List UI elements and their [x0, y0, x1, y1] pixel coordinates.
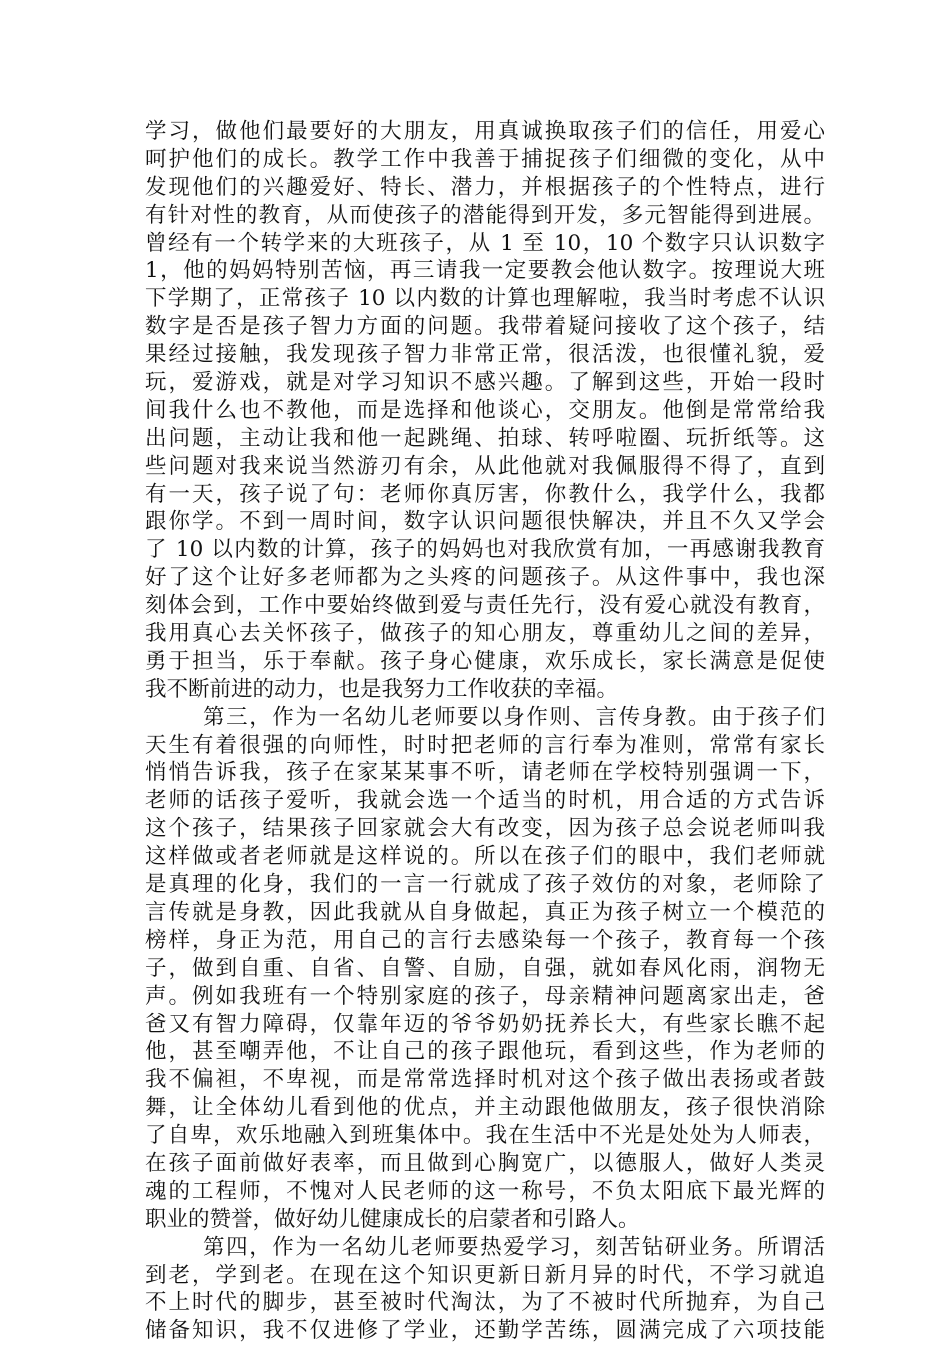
- text-line: 悄悄告诉我，孩子在家某某事不听，请老师在学校特别强调一下，: [145, 760, 825, 786]
- text-line: 我不断前进的动力，也是我努力工作收获的幸福。: [145, 676, 619, 702]
- text-line: 下学期了，正常孩子 10 以内数的计算也理解啦，我当时考虑不认识: [145, 286, 825, 312]
- text-line: 了自卑，欢乐地融入到班集体中。我在生活中不光是处处为人师表，: [145, 1123, 825, 1149]
- text-line: 了 10 以内数的计算，孩子的妈妈也对我欣赏有加，一再感谢我教育: [145, 537, 825, 563]
- text-line: 天生有着很强的向师性，时时把老师的言行奉为准则，常常有家长: [145, 732, 825, 758]
- text-line: 爸又有智力障碍，仅靠年迈的爷爷奶奶抚养长大，有些家长瞧不起: [145, 1011, 825, 1037]
- text-line: 这个孩子，结果孩子回家就会大有改变，因为孩子总会说老师叫我: [145, 816, 825, 842]
- text-line: 间我什么也不教他，而是选择和他谈心，交朋友。他倒是常常给我: [145, 397, 825, 423]
- text-line: 有一天，孩子说了句：老师你真厉害，你教什么，我学什么，我都: [145, 481, 825, 507]
- text-line: 发现他们的兴趣爱好、特长、潜力，并根据孩子的个性特点，进行: [145, 174, 825, 200]
- text-line: 有针对性的教育，从而使孩子的潜能得到开发，多元智能得到进展。: [145, 202, 825, 228]
- text-line: 学习，做他们最要好的大朋友，用真诚换取孩子们的信任，用爱心: [145, 119, 825, 144]
- text-line: 我不偏袒，不卑视，而是常常选择时机对这个孩子做出表扬或者鼓: [145, 1067, 825, 1093]
- paragraph-start-line: 第三，作为一名幼儿老师要以身作则、言传身教。由于孩子们: [203, 704, 825, 730]
- text-line: 勇于担当，乐于奉献。孩子身心健康，欢乐成长，家长满意是促使: [145, 648, 825, 674]
- text-line: 玩，爱游戏，就是对学习知识不感兴趣。了解到这些，开始一段时: [145, 370, 825, 396]
- text-line: 老师的话孩子爱听，我就会选一个适当的时机，用合适的方式告诉: [145, 788, 825, 814]
- text-line: 是真理的化身，我们的一言一行就成了孩子效仿的对象，老师除了: [145, 872, 825, 898]
- text-line: 刻体会到，工作中要始终做到爱与责任先行，没有爱心就没有教育，: [145, 593, 825, 619]
- text-line: 呵护他们的成长。教学工作中我善于捕捉孩子们细微的变化，从中: [145, 146, 825, 172]
- text-line: 言传就是身教，因此我就从自身做起，真正为孩子树立一个模范的: [145, 899, 825, 925]
- text-line: 些问题对我来说当然游刃有余，从此他就对我佩服得不得了，直到: [145, 453, 825, 479]
- text-line: 职业的赞誉，做好幼儿健康成长的启蒙者和引路人。: [145, 1206, 640, 1232]
- text-line: 这样做或者老师就是这样说的。所以在孩子们的眼中，我们老师就: [145, 844, 825, 870]
- text-line: 1，他的妈妈特别苦恼，再三请我一定要教会他认数字。按理说大班: [145, 258, 825, 284]
- text-line: 出问题，主动让我和他一起跳绳、拍球、转呼啦圈、玩折纸等。这: [145, 425, 825, 451]
- text-line: 不上时代的脚步，甚至被时代淘汰，为了不被时代所抛弃，为自己: [145, 1290, 825, 1316]
- text-line: 舞，让全体幼儿看到他的优点，并主动跟他做朋友，孩子很快消除: [145, 1095, 825, 1121]
- text-line: 储备知识，我不仅进修了学业，还勤学苦练，圆满完成了六项技能: [145, 1318, 825, 1344]
- text-line: 魂的工程师，不愧对人民老师的这一称号，不负太阳底下最光辉的: [145, 1178, 825, 1204]
- text-line: 榜样，身正为范，用自己的言行去感染每一个孩子，教育每一个孩: [145, 927, 825, 953]
- text-line: 我用真心去关怀孩子，做孩子的知心朋友，尊重幼儿之间的差异，: [145, 621, 825, 647]
- text-line: 到老，学到老。在现在这个知识更新日新月异的时代，不学习就追: [145, 1262, 825, 1288]
- text-line: 曾经有一个转学来的大班孩子，从 1 至 10，10 个数字只认识数字: [145, 230, 825, 256]
- text-line: 在孩子面前做好表率，而且做到心胸宽广，以德服人，做好人类灵: [145, 1150, 825, 1176]
- text-line: 他，甚至嘲弄他，不让自己的孩子跟他玩，看到这些，作为老师的: [145, 1039, 825, 1065]
- paragraph-start-line: 第四，作为一名幼儿老师要热爱学习，刻苦钻研业务。所谓活: [203, 1234, 825, 1260]
- text-line: 好了这个让好多老师都为之头疼的问题孩子。从这件事中，我也深: [145, 565, 825, 591]
- text-line: 子，做到自重、自省、自警、自励，自强，就如春风化雨，润物无: [145, 955, 825, 981]
- text-line: 跟你学。不到一周时间，数字认识问题很快解决，并且不久又学会: [145, 509, 825, 535]
- body-text: [145, 118, 825, 1345]
- text-line: 数字是否是孩子智力方面的问题。我带着疑问接收了这个孩子，结: [145, 314, 825, 340]
- text-line: 果经过接触，我发现孩子智力非常正常，很活泼，也很懂礼貌，爱: [145, 342, 825, 368]
- text-line: 声。例如我班有一个特别家庭的孩子，母亲精神问题离家出走，爸: [145, 983, 825, 1009]
